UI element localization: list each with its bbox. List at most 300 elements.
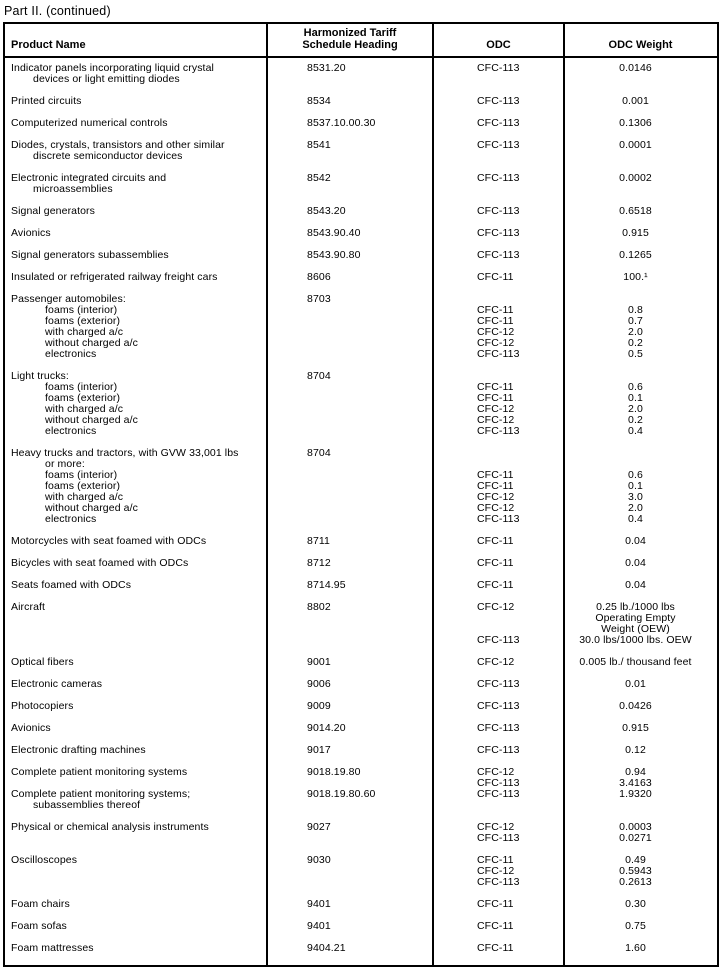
odc-code: CFC-113	[477, 832, 520, 844]
odc-code-cell	[433, 745, 564, 767]
hts-heading: 8542	[307, 172, 331, 184]
hts-heading	[267, 393, 433, 404]
product-name-cell	[5, 536, 267, 558]
odc-weight-cell	[564, 536, 717, 558]
odc-weight: 0.0271	[619, 832, 652, 844]
hts-heading-cell	[267, 899, 433, 921]
hts-heading-cell	[267, 921, 433, 943]
odc-weight-cell	[564, 173, 717, 206]
hts-heading	[267, 624, 433, 635]
odc-weight-cell	[564, 745, 717, 767]
hts-heading: 8543.90.80	[307, 249, 361, 261]
table-row	[5, 558, 717, 580]
table-row	[5, 580, 717, 602]
odc-code: CFC-113	[477, 876, 520, 888]
product-name: foams (exterior)	[45, 315, 121, 327]
table-row	[5, 745, 717, 767]
odc-code: CFC-113	[477, 513, 520, 525]
odc-weight: 0.4	[628, 513, 643, 525]
odc-code: CFC-113	[477, 95, 520, 107]
hts-heading: 9009	[307, 700, 331, 712]
product-name	[5, 877, 267, 888]
odc-code: CFC-11	[477, 469, 514, 481]
page-title: Part II. (continued)	[4, 4, 111, 18]
product-name: with charged a/c	[45, 491, 124, 503]
product-name-cell	[5, 294, 267, 371]
odc-weight: 0.2613	[619, 876, 652, 888]
odc-code: CFC-11	[477, 392, 514, 404]
odc-code: CFC-113	[477, 227, 520, 239]
odc-weight-cell	[564, 558, 717, 580]
product-name-cell	[5, 558, 267, 580]
product-name	[5, 866, 267, 877]
table-row	[5, 602, 717, 657]
product-name: Motorcycles with seat foamed with ODCs	[11, 535, 207, 547]
odc-weight: 0.7	[628, 315, 643, 327]
hts-heading	[267, 316, 433, 327]
product-name-cell	[5, 657, 267, 679]
odc-code-cell	[433, 250, 564, 272]
product-name: Passenger automobiles:	[11, 293, 126, 305]
product-name: subassemblies thereof	[33, 799, 141, 811]
odc-weight: 0.30	[625, 898, 646, 910]
product-name-cell	[5, 228, 267, 250]
odc-code-cell	[433, 679, 564, 701]
odc-weight: 0.2	[628, 414, 643, 426]
odc-code-cell	[433, 855, 564, 899]
table-row	[5, 822, 717, 855]
odc-code: CFC-113	[477, 788, 520, 800]
odc-code: CFC-113	[477, 62, 520, 74]
product-name-cell	[5, 371, 267, 448]
odc-code: CFC-12	[477, 491, 515, 503]
table-row	[5, 140, 717, 173]
product-name-cell	[5, 767, 267, 789]
product-name: Light trucks:	[11, 370, 69, 382]
product-name: Electronic drafting machines	[11, 744, 146, 756]
hts-heading	[267, 866, 433, 877]
odc-code	[433, 184, 564, 195]
table-row	[5, 855, 717, 899]
odc-code: CFC-113	[477, 722, 520, 734]
hts-heading: 9006	[307, 678, 331, 690]
hts-heading	[267, 349, 433, 360]
product-name: without charged a/c	[45, 337, 138, 349]
product-name: Seats foamed with ODCs	[11, 579, 132, 591]
table-body	[5, 58, 717, 965]
odc-code: CFC-12	[477, 821, 515, 833]
product-name: foams (interior)	[45, 304, 118, 316]
hts-heading-cell	[267, 371, 433, 448]
hts-heading	[267, 338, 433, 349]
product-name-cell	[5, 701, 267, 723]
odc-code-cell	[433, 294, 564, 371]
hts-heading	[267, 74, 433, 85]
hts-heading: 8541	[307, 139, 331, 151]
hts-heading: 8712	[307, 557, 331, 569]
odc-code-cell	[433, 921, 564, 943]
odc-code: CFC-12	[477, 601, 515, 613]
product-name: Complete patient monitoring systems;	[11, 788, 191, 800]
product-name: Signal generators subassemblies	[11, 249, 169, 261]
product-name	[5, 833, 267, 844]
odc-weight: 2.0	[628, 326, 643, 338]
product-name	[5, 613, 267, 624]
hts-heading-cell	[267, 657, 433, 679]
product-name-cell	[5, 745, 267, 767]
odc-code-cell	[433, 657, 564, 679]
column-divider	[563, 24, 565, 965]
odc-code-cell	[433, 206, 564, 228]
hts-heading: 8704	[307, 370, 331, 382]
odc-code-cell	[433, 723, 564, 745]
odc-weight: 0.001	[622, 95, 649, 107]
hts-heading	[267, 382, 433, 393]
hts-heading	[267, 877, 433, 888]
odc-code: CFC-113	[477, 425, 520, 437]
hts-heading: 9401	[307, 898, 331, 910]
odc-code: CFC-11	[477, 579, 514, 591]
odc-code-cell	[433, 580, 564, 602]
odc-weight-cell	[564, 96, 717, 118]
odc-weight-cell	[564, 679, 717, 701]
product-name: Diodes, crystals, transistors and other similar	[11, 139, 225, 151]
odc-code: CFC-113	[477, 117, 520, 129]
table-row	[5, 250, 717, 272]
hts-heading	[267, 613, 433, 624]
table-row	[5, 272, 717, 294]
odc-code: CFC-12	[477, 502, 515, 514]
hts-heading: 8537.10.00.30	[307, 117, 376, 129]
odc-weight-cell	[564, 371, 717, 448]
odc-code: CFC-113	[477, 348, 520, 360]
hts-heading: 9404.21	[307, 942, 346, 954]
odc-code-cell	[433, 448, 564, 536]
odc-code-cell	[433, 822, 564, 855]
odc-code-cell	[433, 118, 564, 140]
odc-weight: 0.6518	[619, 205, 652, 217]
hts-heading-cell	[267, 943, 433, 965]
header-hts-line2: Schedule Heading	[302, 39, 398, 51]
odc-code-cell	[433, 558, 564, 580]
hts-heading: 8606	[307, 271, 331, 283]
odc-weight: 0.01	[625, 678, 646, 690]
hts-heading-cell	[267, 536, 433, 558]
odc-code: CFC-12	[477, 337, 515, 349]
hts-heading-cell	[267, 723, 433, 745]
hts-heading	[267, 492, 433, 503]
product-name: Complete patient monitoring systems	[11, 766, 188, 778]
column-divider	[432, 24, 434, 965]
odc-weight: 0.915	[622, 722, 649, 734]
odc-code-cell	[433, 96, 564, 118]
odc-weight-cell	[564, 602, 717, 657]
hts-heading-cell	[267, 140, 433, 173]
odc-code: CFC-11	[477, 480, 514, 492]
product-name: Heavy trucks and tractors, with GVW 33,001 lbs	[11, 447, 239, 459]
product-name-cell	[5, 943, 267, 965]
table-row	[5, 96, 717, 118]
hts-heading	[267, 470, 433, 481]
header-odc	[433, 24, 564, 56]
odc-code: CFC-113	[477, 700, 520, 712]
product-name: Photocopiers	[11, 700, 74, 712]
product-name: Avionics	[11, 227, 51, 239]
odc-weight: 0.75	[625, 920, 646, 932]
product-name: electronics	[45, 425, 97, 437]
odc-code-cell	[433, 228, 564, 250]
hts-heading: 9014.20	[307, 722, 346, 734]
odc-code: CFC-113	[477, 678, 520, 690]
table-row	[5, 723, 717, 745]
tariff-table	[3, 22, 719, 967]
hts-heading-cell	[267, 96, 433, 118]
table-row	[5, 701, 717, 723]
odc-code: CFC-11	[477, 304, 514, 316]
product-name-cell	[5, 250, 267, 272]
table-row	[5, 173, 717, 206]
hts-heading-cell	[267, 558, 433, 580]
product-name	[5, 624, 267, 635]
product-name-cell	[5, 140, 267, 173]
odc-weight: 0.04	[625, 535, 646, 547]
table-row	[5, 294, 717, 371]
odc-weight-cell	[564, 899, 717, 921]
odc-weight	[564, 448, 717, 459]
product-name-cell	[5, 921, 267, 943]
odc-code: CFC-113	[477, 744, 520, 756]
product-name: Electronic cameras	[11, 678, 103, 690]
hts-heading-cell	[267, 448, 433, 536]
hts-heading: 9401	[307, 920, 331, 932]
product-name-cell	[5, 602, 267, 657]
odc-weight: 0.5943	[619, 865, 652, 877]
hts-heading-cell	[267, 745, 433, 767]
hts-heading: 8534	[307, 95, 331, 107]
product-name-cell	[5, 679, 267, 701]
odc-weight: 3.4163	[619, 777, 652, 789]
odc-weight: 1.60	[625, 942, 646, 954]
odc-weight: 0.915	[622, 227, 649, 239]
product-name-cell	[5, 448, 267, 536]
hts-heading	[267, 481, 433, 492]
table-row	[5, 63, 717, 96]
hts-heading	[267, 151, 433, 162]
odc-code: CFC-11	[477, 271, 514, 283]
odc-weight-cell	[564, 206, 717, 228]
odc-code: CFC-113	[477, 634, 520, 646]
hts-heading	[267, 404, 433, 415]
column-divider	[266, 24, 268, 965]
hts-heading: 9027	[307, 821, 331, 833]
hts-heading: 9018.19.80.60	[307, 788, 376, 800]
odc-weight: 0.25 lb./1000 lbs	[596, 601, 675, 613]
hts-heading-cell	[267, 63, 433, 96]
product-name-cell	[5, 63, 267, 96]
odc-weight-cell	[564, 822, 717, 855]
hts-heading	[267, 503, 433, 514]
hts-heading-cell	[267, 580, 433, 602]
odc-weight-cell	[564, 63, 717, 96]
hts-heading-cell	[267, 822, 433, 855]
hts-heading: 9018.19.80	[307, 766, 361, 778]
product-name: Avionics	[11, 722, 51, 734]
table-row	[5, 789, 717, 822]
odc-weight: 0.12	[625, 744, 646, 756]
product-name: without charged a/c	[45, 414, 138, 426]
hts-heading-cell	[267, 250, 433, 272]
hts-heading	[267, 800, 433, 811]
product-name-cell	[5, 96, 267, 118]
odc-weight-cell	[564, 294, 717, 371]
odc-weight: 2.0	[628, 403, 643, 415]
odc-code: CFC-11	[477, 535, 514, 547]
product-name: Insulated or refrigerated railway freight cars	[11, 271, 218, 283]
odc-weight: 0.6	[628, 381, 643, 393]
header-odc-weight-label: ODC Weight	[608, 39, 673, 51]
hts-heading	[267, 305, 433, 316]
product-name: foams (interior)	[45, 381, 118, 393]
odc-code: CFC-113	[477, 777, 520, 789]
hts-heading-cell	[267, 855, 433, 899]
product-name: Physical or chemical analysis instruments	[11, 821, 209, 833]
odc-code: CFC-113	[477, 172, 520, 184]
odc-weight: 2.0	[628, 502, 643, 514]
hts-heading-cell	[267, 602, 433, 657]
product-name: Oscilloscopes	[11, 854, 78, 866]
odc-weight-cell	[564, 943, 717, 965]
product-name-cell	[5, 173, 267, 206]
header-product-name	[5, 24, 267, 56]
hts-heading	[267, 459, 433, 470]
hts-heading-cell	[267, 701, 433, 723]
product-name: Indicator panels incorporating liquid crystal	[11, 62, 214, 74]
product-name-cell	[5, 580, 267, 602]
hts-heading: 9017	[307, 744, 331, 756]
odc-weight: 0.0146	[619, 62, 652, 74]
hts-heading	[267, 426, 433, 437]
odc-code	[433, 613, 564, 624]
odc-weight-cell	[564, 789, 717, 822]
odc-weight-cell	[564, 448, 717, 536]
product-name: Electronic integrated circuits and	[11, 172, 167, 184]
product-name-cell	[5, 118, 267, 140]
odc-code-cell	[433, 371, 564, 448]
odc-weight: 0.4	[628, 425, 643, 437]
odc-weight	[564, 184, 717, 195]
odc-code-cell	[433, 701, 564, 723]
product-name: electronics	[45, 513, 97, 525]
hts-heading-cell	[267, 789, 433, 822]
product-name: Bicycles with seat foamed with ODCs	[11, 557, 189, 569]
table-row	[5, 206, 717, 228]
odc-code-cell	[433, 272, 564, 294]
odc-code: CFC-12	[477, 865, 515, 877]
table-row	[5, 943, 717, 965]
hts-heading	[267, 833, 433, 844]
product-name	[5, 635, 267, 646]
table-header-row	[5, 24, 717, 58]
product-name: microassemblies	[33, 183, 113, 195]
odc-weight: 100.¹	[623, 271, 648, 283]
product-name: Optical fibers	[11, 656, 74, 668]
hts-heading: 8703	[307, 293, 331, 305]
odc-code-cell	[433, 63, 564, 96]
product-name: with charged a/c	[45, 403, 124, 415]
table-row	[5, 118, 717, 140]
hts-heading-cell	[267, 228, 433, 250]
odc-weight: 0.005 lb./ thousand feet	[579, 656, 692, 668]
odc-weight: 0.0003	[619, 821, 652, 833]
product-name: or more:	[45, 458, 85, 470]
hts-heading: 8714.95	[307, 579, 346, 591]
header-product-name-label: Product Name	[11, 39, 86, 51]
odc-code: CFC-11	[477, 381, 514, 393]
header-odc-weight	[564, 24, 717, 56]
odc-weight: 1.9320	[619, 788, 652, 800]
odc-weight: 0.1	[628, 480, 643, 492]
header-hts-line1: Harmonized Tariff	[303, 27, 397, 39]
hts-heading: 9030	[307, 854, 331, 866]
product-name: with charged a/c	[45, 326, 124, 338]
hts-heading	[267, 415, 433, 426]
product-name-cell	[5, 855, 267, 899]
odc-code	[433, 151, 564, 162]
product-name: Signal generators	[11, 205, 96, 217]
odc-weight-cell	[564, 855, 717, 899]
table-row	[5, 679, 717, 701]
odc-weight-cell	[564, 272, 717, 294]
hts-heading	[267, 327, 433, 338]
product-name: Foam sofas	[11, 920, 67, 932]
hts-heading	[267, 514, 433, 525]
odc-weight: 3.0	[628, 491, 643, 503]
product-name: electronics	[45, 348, 97, 360]
hts-heading: 8531.20	[307, 62, 346, 74]
odc-code: CFC-12	[477, 414, 515, 426]
hts-heading-cell	[267, 294, 433, 371]
odc-weight-cell	[564, 250, 717, 272]
odc-weight: 0.2	[628, 337, 643, 349]
hts-heading: 9001	[307, 656, 331, 668]
hts-heading: 8711	[307, 535, 330, 547]
odc-code: CFC-11	[477, 315, 514, 327]
product-name-cell	[5, 723, 267, 745]
odc-code	[433, 448, 564, 459]
odc-code: CFC-11	[477, 898, 514, 910]
odc-weight-cell	[564, 657, 717, 679]
product-name-cell	[5, 789, 267, 822]
odc-weight-cell	[564, 723, 717, 745]
odc-code-cell	[433, 767, 564, 789]
table-row	[5, 371, 717, 448]
odc-code: CFC-113	[477, 139, 520, 151]
table-row	[5, 921, 717, 943]
odc-code: CFC-12	[477, 656, 515, 668]
odc-weight: Operating Empty	[595, 612, 676, 624]
product-name-cell	[5, 206, 267, 228]
odc-weight: 30.0 lbs/1000 lbs. OEW	[579, 634, 692, 646]
header-hts-heading	[267, 24, 433, 56]
odc-weight	[564, 74, 717, 85]
product-name: foams (interior)	[45, 469, 118, 481]
odc-code: CFC-12	[477, 326, 515, 338]
odc-code-cell	[433, 943, 564, 965]
product-name: Aircraft	[11, 601, 46, 613]
hts-heading-cell	[267, 118, 433, 140]
odc-weight-cell	[564, 228, 717, 250]
odc-code	[433, 74, 564, 85]
